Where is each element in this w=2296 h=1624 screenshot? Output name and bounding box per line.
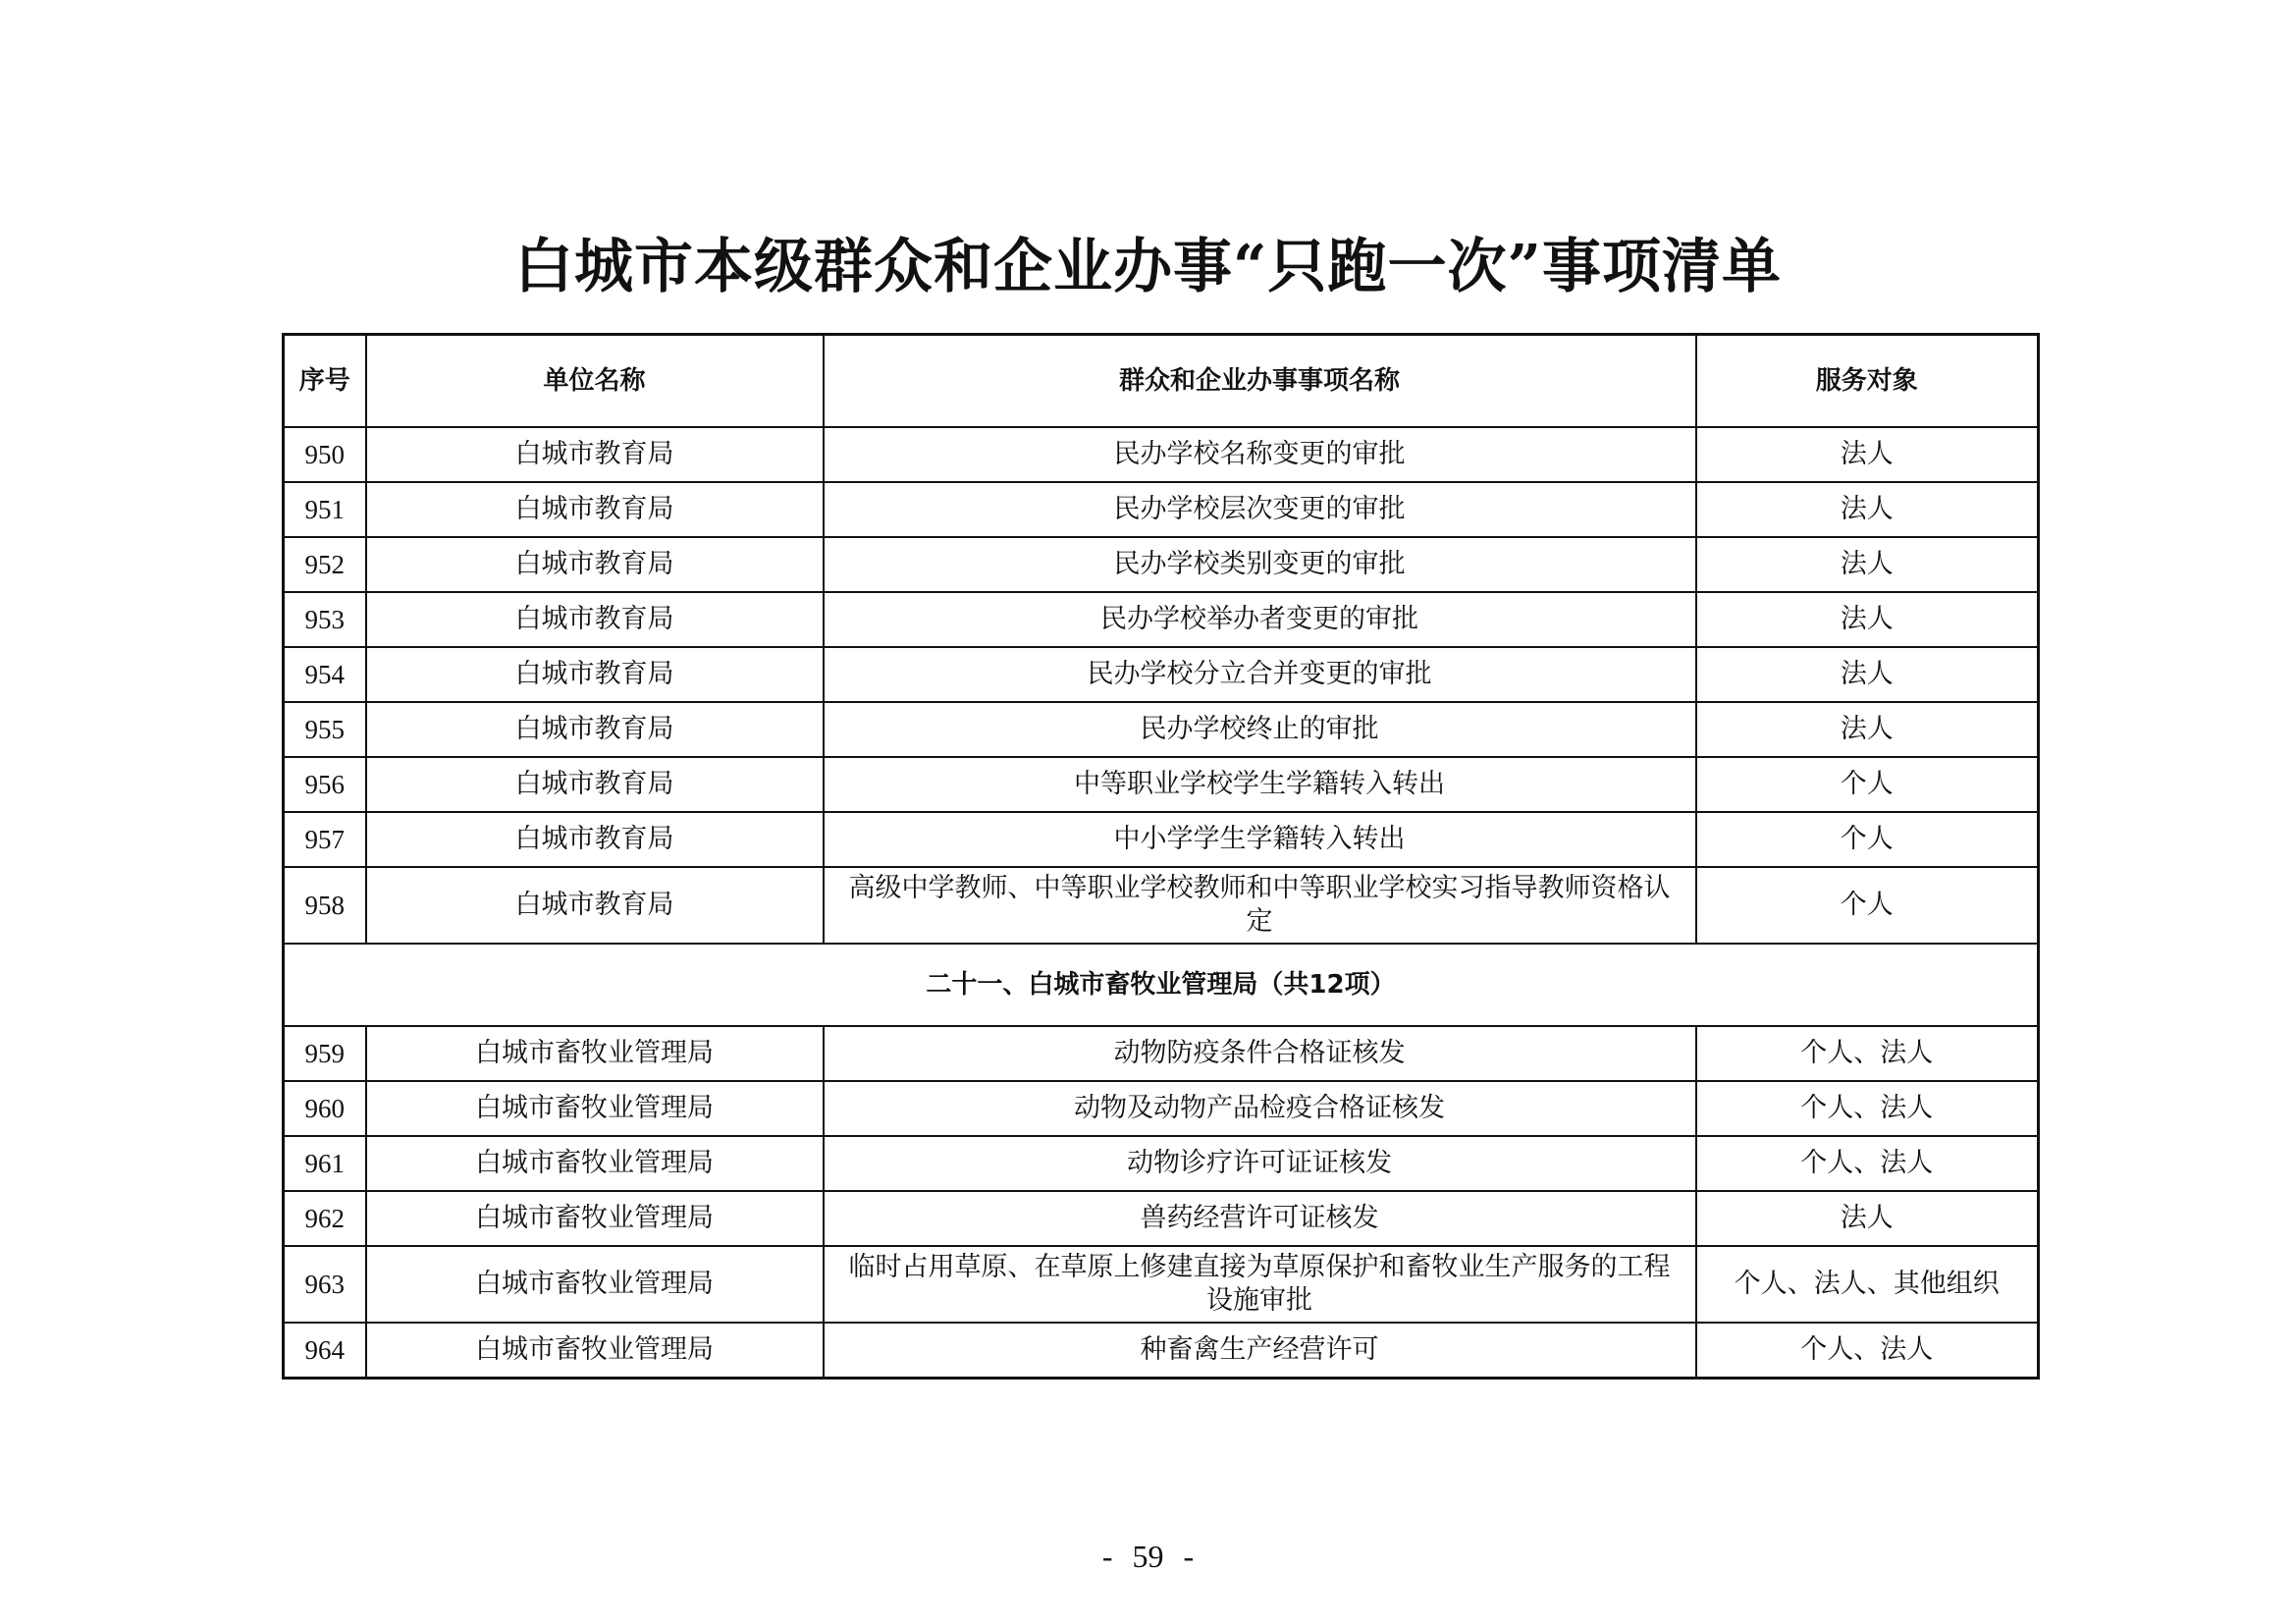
table-row <box>284 812 2039 867</box>
row-item: 兽药经营许可证核发 <box>824 1191 1696 1246</box>
header-target: 服务对象 <box>1696 335 2039 428</box>
table-row <box>284 1136 2039 1191</box>
row-item: 中等职业学校学生学籍转入转出 <box>824 757 1696 812</box>
row-seq: 963 <box>284 1246 366 1323</box>
row-item: 动物及动物产品检疫合格证核发 <box>824 1081 1696 1136</box>
row-target: 法人 <box>1696 537 2039 592</box>
row-seq: 959 <box>284 1026 366 1081</box>
header-item: 群众和企业办事事项名称 <box>824 335 1696 428</box>
row-target: 法人 <box>1696 427 2039 482</box>
table-row <box>284 647 2039 702</box>
table-row <box>284 867 2039 944</box>
row-item: 民办学校名称变更的审批 <box>824 427 1696 482</box>
table-row <box>284 482 2039 537</box>
row-unit: 白城市畜牧业管理局 <box>366 1026 824 1081</box>
row-seq: 951 <box>284 482 366 537</box>
row-target: 法人 <box>1696 1191 2039 1246</box>
row-target: 个人、法人、其他组织 <box>1696 1246 2039 1323</box>
row-unit: 白城市教育局 <box>366 812 824 867</box>
row-item: 民办学校层次变更的审批 <box>824 482 1696 537</box>
row-target: 个人 <box>1696 757 2039 812</box>
table-row <box>284 592 2039 647</box>
table-row <box>284 537 2039 592</box>
row-item: 种畜禽生产经营许可 <box>824 1323 1696 1379</box>
page-number: - 59 - <box>1101 1539 1195 1574</box>
row-seq: 958 <box>284 867 366 944</box>
row-item: 民办学校终止的审批 <box>824 702 1696 757</box>
row-unit: 白城市教育局 <box>366 702 824 757</box>
row-unit: 白城市畜牧业管理局 <box>366 1191 824 1246</box>
row-target: 法人 <box>1696 702 2039 757</box>
row-target: 法人 <box>1696 647 2039 702</box>
row-item: 动物诊疗许可证证核发 <box>824 1136 1696 1191</box>
row-item: 动物防疫条件合格证核发 <box>824 1026 1696 1081</box>
row-unit: 白城市教育局 <box>366 647 824 702</box>
row-target: 个人、法人 <box>1696 1081 2039 1136</box>
table-row <box>284 1323 2039 1379</box>
table-row <box>284 702 2039 757</box>
row-target: 个人 <box>1696 867 2039 944</box>
row-unit: 白城市教育局 <box>366 592 824 647</box>
row-seq: 955 <box>284 702 366 757</box>
row-item: 高级中学教师、中等职业学校教师和中等职业学校实习指导教师资格认定 <box>824 867 1696 944</box>
row-seq: 954 <box>284 647 366 702</box>
row-seq: 964 <box>284 1323 366 1379</box>
row-seq: 950 <box>284 427 366 482</box>
row-unit: 白城市教育局 <box>366 867 824 944</box>
items-table <box>282 333 2040 1380</box>
row-unit: 白城市教育局 <box>366 427 824 482</box>
table-row <box>284 1081 2039 1136</box>
row-target: 个人 <box>1696 812 2039 867</box>
section-title: 二十一、白城市畜牧业管理局（共12项） <box>284 944 2039 1026</box>
row-unit: 白城市畜牧业管理局 <box>366 1323 824 1379</box>
page-title: 白城市本级群众和企业办事“只跑一次”事项清单 <box>513 233 1783 301</box>
row-item: 临时占用草原、在草原上修建直接为草原保护和畜牧业生产服务的工程设施审批 <box>824 1246 1696 1323</box>
row-target: 法人 <box>1696 592 2039 647</box>
row-unit: 白城市畜牧业管理局 <box>366 1246 824 1323</box>
row-seq: 957 <box>284 812 366 867</box>
table-header-row <box>284 335 2039 428</box>
section-row <box>284 944 2039 1026</box>
row-seq: 960 <box>284 1081 366 1136</box>
row-item: 民办学校类别变更的审批 <box>824 537 1696 592</box>
table-row <box>284 757 2039 812</box>
row-target: 法人 <box>1696 482 2039 537</box>
row-item: 民办学校举办者变更的审批 <box>824 592 1696 647</box>
row-unit: 白城市畜牧业管理局 <box>366 1081 824 1136</box>
table-row <box>284 1191 2039 1246</box>
header-seq: 序号 <box>284 335 366 428</box>
row-item: 中小学学生学籍转入转出 <box>824 812 1696 867</box>
row-seq: 952 <box>284 537 366 592</box>
table-row <box>284 427 2039 482</box>
row-seq: 962 <box>284 1191 366 1246</box>
row-item: 民办学校分立合并变更的审批 <box>824 647 1696 702</box>
row-seq: 953 <box>284 592 366 647</box>
row-target: 个人、法人 <box>1696 1136 2039 1191</box>
row-unit: 白城市教育局 <box>366 537 824 592</box>
table-row <box>284 1246 2039 1323</box>
row-unit: 白城市教育局 <box>366 482 824 537</box>
row-target: 个人、法人 <box>1696 1323 2039 1379</box>
row-seq: 956 <box>284 757 366 812</box>
header-unit: 单位名称 <box>366 335 824 428</box>
row-target: 个人、法人 <box>1696 1026 2039 1081</box>
row-seq: 961 <box>284 1136 366 1191</box>
row-unit: 白城市教育局 <box>366 757 824 812</box>
row-unit: 白城市畜牧业管理局 <box>366 1136 824 1191</box>
table-row <box>284 1026 2039 1081</box>
